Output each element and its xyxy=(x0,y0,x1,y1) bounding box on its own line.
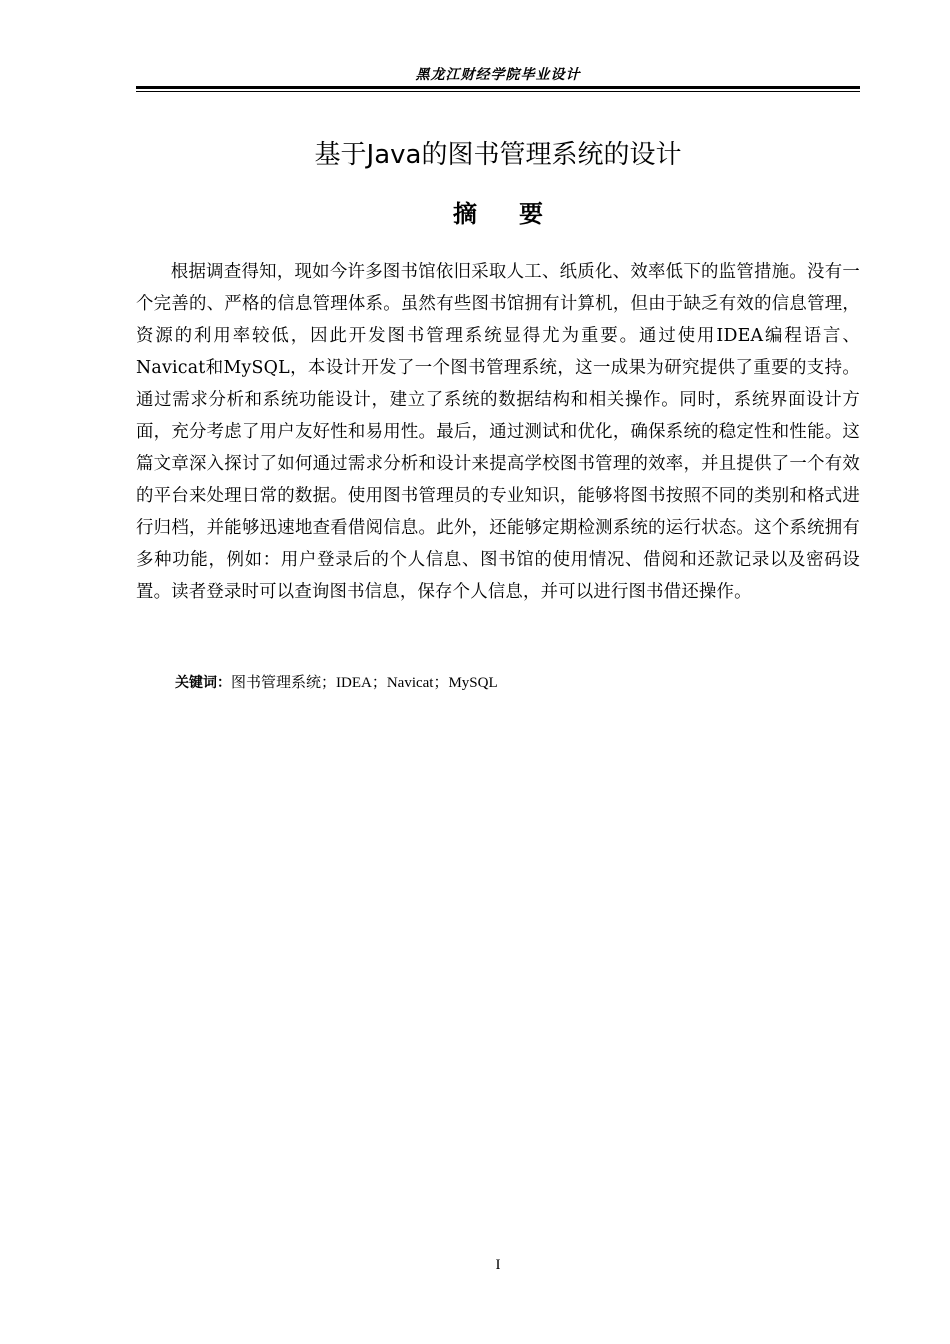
abstract-heading xyxy=(136,197,860,231)
abstract-body: 根据调查得知，现如今许多图书馆依旧采取人工、纸质化、效率低下的监管措施。没有一个完善的、严格的信息管理体系。虽然有些图书馆拥有计算机，但由于缺乏有效的信息管理，资源的利用率较低，因此开发图书管理系统显得尤为重要。通过使用IDEA编程语言、Navicat和MySQL，本设计开发了一个图书管理系统，这一成果为研究提供了重要的支持。通过需求分析和系统功能设计，建立了系统的数据结构和相关操作。同时，系统界面设计方面，充分考虑了用户友好性和易用性。最后，通过测试和优化，确保系统的稳定性和性能。这篇文章深入探讨了如何通过需求分析和设计来提高学校图书管理的效率，并且提供了一个有效的平台来处理日常的数据。使用图书管理员的专业知识，能够将图书按照不同的类别和格式进行归档，并能够迅速地查看借阅信息。此外，还能够定期检测系统的运行状态。这个系统拥有多种功能，例如：用户登录后的个人信息、图书馆的使用情况、借阅和还款记录以及密码设置。读者登录时可以查询图书信息，保存个人信息，并可以进行图书借还操作。 xyxy=(136,262,860,602)
page-number: I xyxy=(495,1257,501,1273)
abstract-heading-part1: 摘 xyxy=(453,200,477,228)
keywords-label: 关键词： xyxy=(175,675,231,691)
document-title: 基于Java的图书管理系统的设计 xyxy=(314,140,682,170)
keywords-value: 图书管理系统；IDEA；Navicat；MySQL xyxy=(231,675,498,691)
header-rule-thin xyxy=(136,91,860,92)
running-header: 黑龙江财经学院毕业设计 xyxy=(415,67,581,83)
keywords-line xyxy=(175,672,860,694)
header-rule-thick xyxy=(136,86,860,89)
abstract-heading-part2: 要 xyxy=(519,200,543,228)
